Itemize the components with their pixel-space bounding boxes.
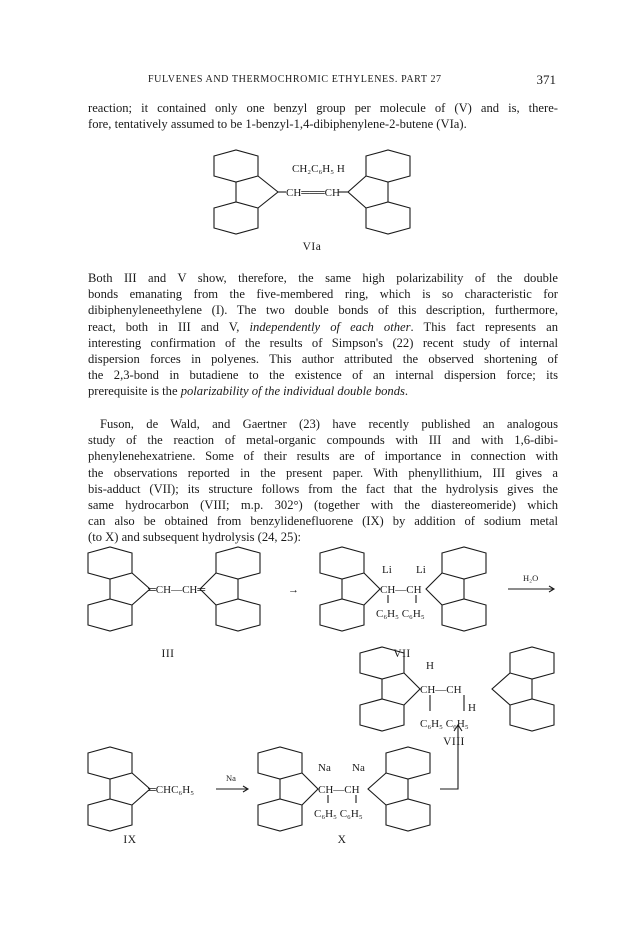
text-line: fore, tentatively assumed to be 1-benzyl-1,4-dibiphenylene-2-butene (VIa). [88, 117, 467, 132]
substituent-label: CH₂C₆H₅ H [292, 163, 345, 175]
reaction-arrow-icon: → [288, 584, 299, 596]
text-line: study of the reaction of metal-organic compounds with III and with 1,6-dibi- [88, 433, 558, 448]
chain-label: CH—CH [380, 584, 422, 596]
running-title: FULVENES AND THERMOCHROMIC ETHYLENES. PART 27 [148, 74, 442, 85]
hydrogen-label: H [468, 702, 476, 714]
text-line: Both III and V show, therefore, the same high polarizability of the double [88, 271, 558, 285]
emphasis: independently of each other [249, 319, 411, 334]
structure-via [200, 146, 430, 256]
paragraph-3 [88, 416, 558, 546]
paragraph-1 [88, 100, 558, 132]
substituent-label: C₆H₅ C₆H₅ [376, 608, 425, 620]
running-header [88, 74, 556, 92]
compound-x [258, 725, 462, 845]
reaction-scheme [80, 545, 580, 845]
substituent-label: C₆H₅ C₆H₅ [420, 718, 469, 730]
compound-vii [320, 547, 486, 660]
chain-label: ═CHC₆H₅ [148, 784, 195, 796]
chain-label: CH—CH [318, 784, 360, 796]
hydrogen-label: H [426, 660, 434, 672]
emphasis: polarizability of the individual double bonds [180, 384, 405, 399]
paragraph-2 [88, 270, 558, 400]
text-line: bonds emanating from the five-membered ring, which is so characteristic for [88, 287, 558, 302]
metal-label: Li [382, 564, 392, 576]
reagent-label: Na [226, 773, 236, 783]
text-line: bis-adduct (VII); its structure follows from the fact that the hydrolysis gives the [88, 481, 558, 496]
fluorenyl-left [214, 150, 278, 234]
text-line: the 2,3-bond in butadiene to the existence of an internal dispersion force; its [88, 368, 558, 383]
chain-label: ═CH—CH═ [148, 584, 206, 596]
text-line: dispersion forces in polyenes. This author attributed the observed shortening of [88, 352, 558, 367]
compound-iii [88, 547, 260, 660]
text-line: reaction; it contained only one benzyl group per molecule of (V) and is, there- [88, 101, 558, 115]
chain-label: CH═══CH [286, 187, 340, 199]
metal-label: Na [352, 762, 365, 774]
text-line: Fuson, de Wald, and Gaertner (23) have recently published an analogous [100, 417, 558, 431]
compound-caption: VII [393, 648, 411, 660]
chain-label: CH—CH [420, 684, 462, 696]
metal-label: Li [416, 564, 426, 576]
text-line: (to X) and subsequent hydrolysis (24, 25): [88, 530, 302, 545]
substituent-label: C₆H₅ C₆H₅ [314, 808, 363, 820]
fluorenyl-right [348, 150, 410, 234]
text-line: phenylenehexatriene. Some of their results are of importance in connection with [88, 449, 558, 464]
compound-viii [360, 647, 554, 748]
metal-label: Na [318, 762, 331, 774]
text-line: same hydrocarbon (VIII; m.p. 302°) (together with the diastereomeride) which [88, 498, 558, 513]
text-line: prerequisite is the polarizability of the individual double bonds. [88, 384, 409, 399]
text-line: can also be obtained from benzylidenefluorene (IX) by addition of sodium metal [88, 514, 558, 529]
compound-caption: VIII [443, 736, 465, 748]
compound-caption: IX [123, 834, 137, 845]
structure-caption: VIa [302, 241, 322, 253]
text-line: interesting confirmation of the results of Simpson's (22) recent study of internal [88, 335, 558, 350]
text-line: react, both in III and V, independently of each other. This fact represents an [88, 319, 558, 334]
compound-ix [88, 747, 194, 845]
compound-caption: III [161, 648, 175, 660]
page-number: 371 [536, 72, 556, 87]
reagent-label: H₂O [523, 573, 539, 583]
compound-caption: X [337, 834, 347, 845]
text-line: dibiphenyleneethylene (I). The two double bonds of this description, furthermore, [88, 303, 558, 318]
text-line: the observations reported in the present paper. With phenyllithium, III gives a [88, 465, 558, 480]
